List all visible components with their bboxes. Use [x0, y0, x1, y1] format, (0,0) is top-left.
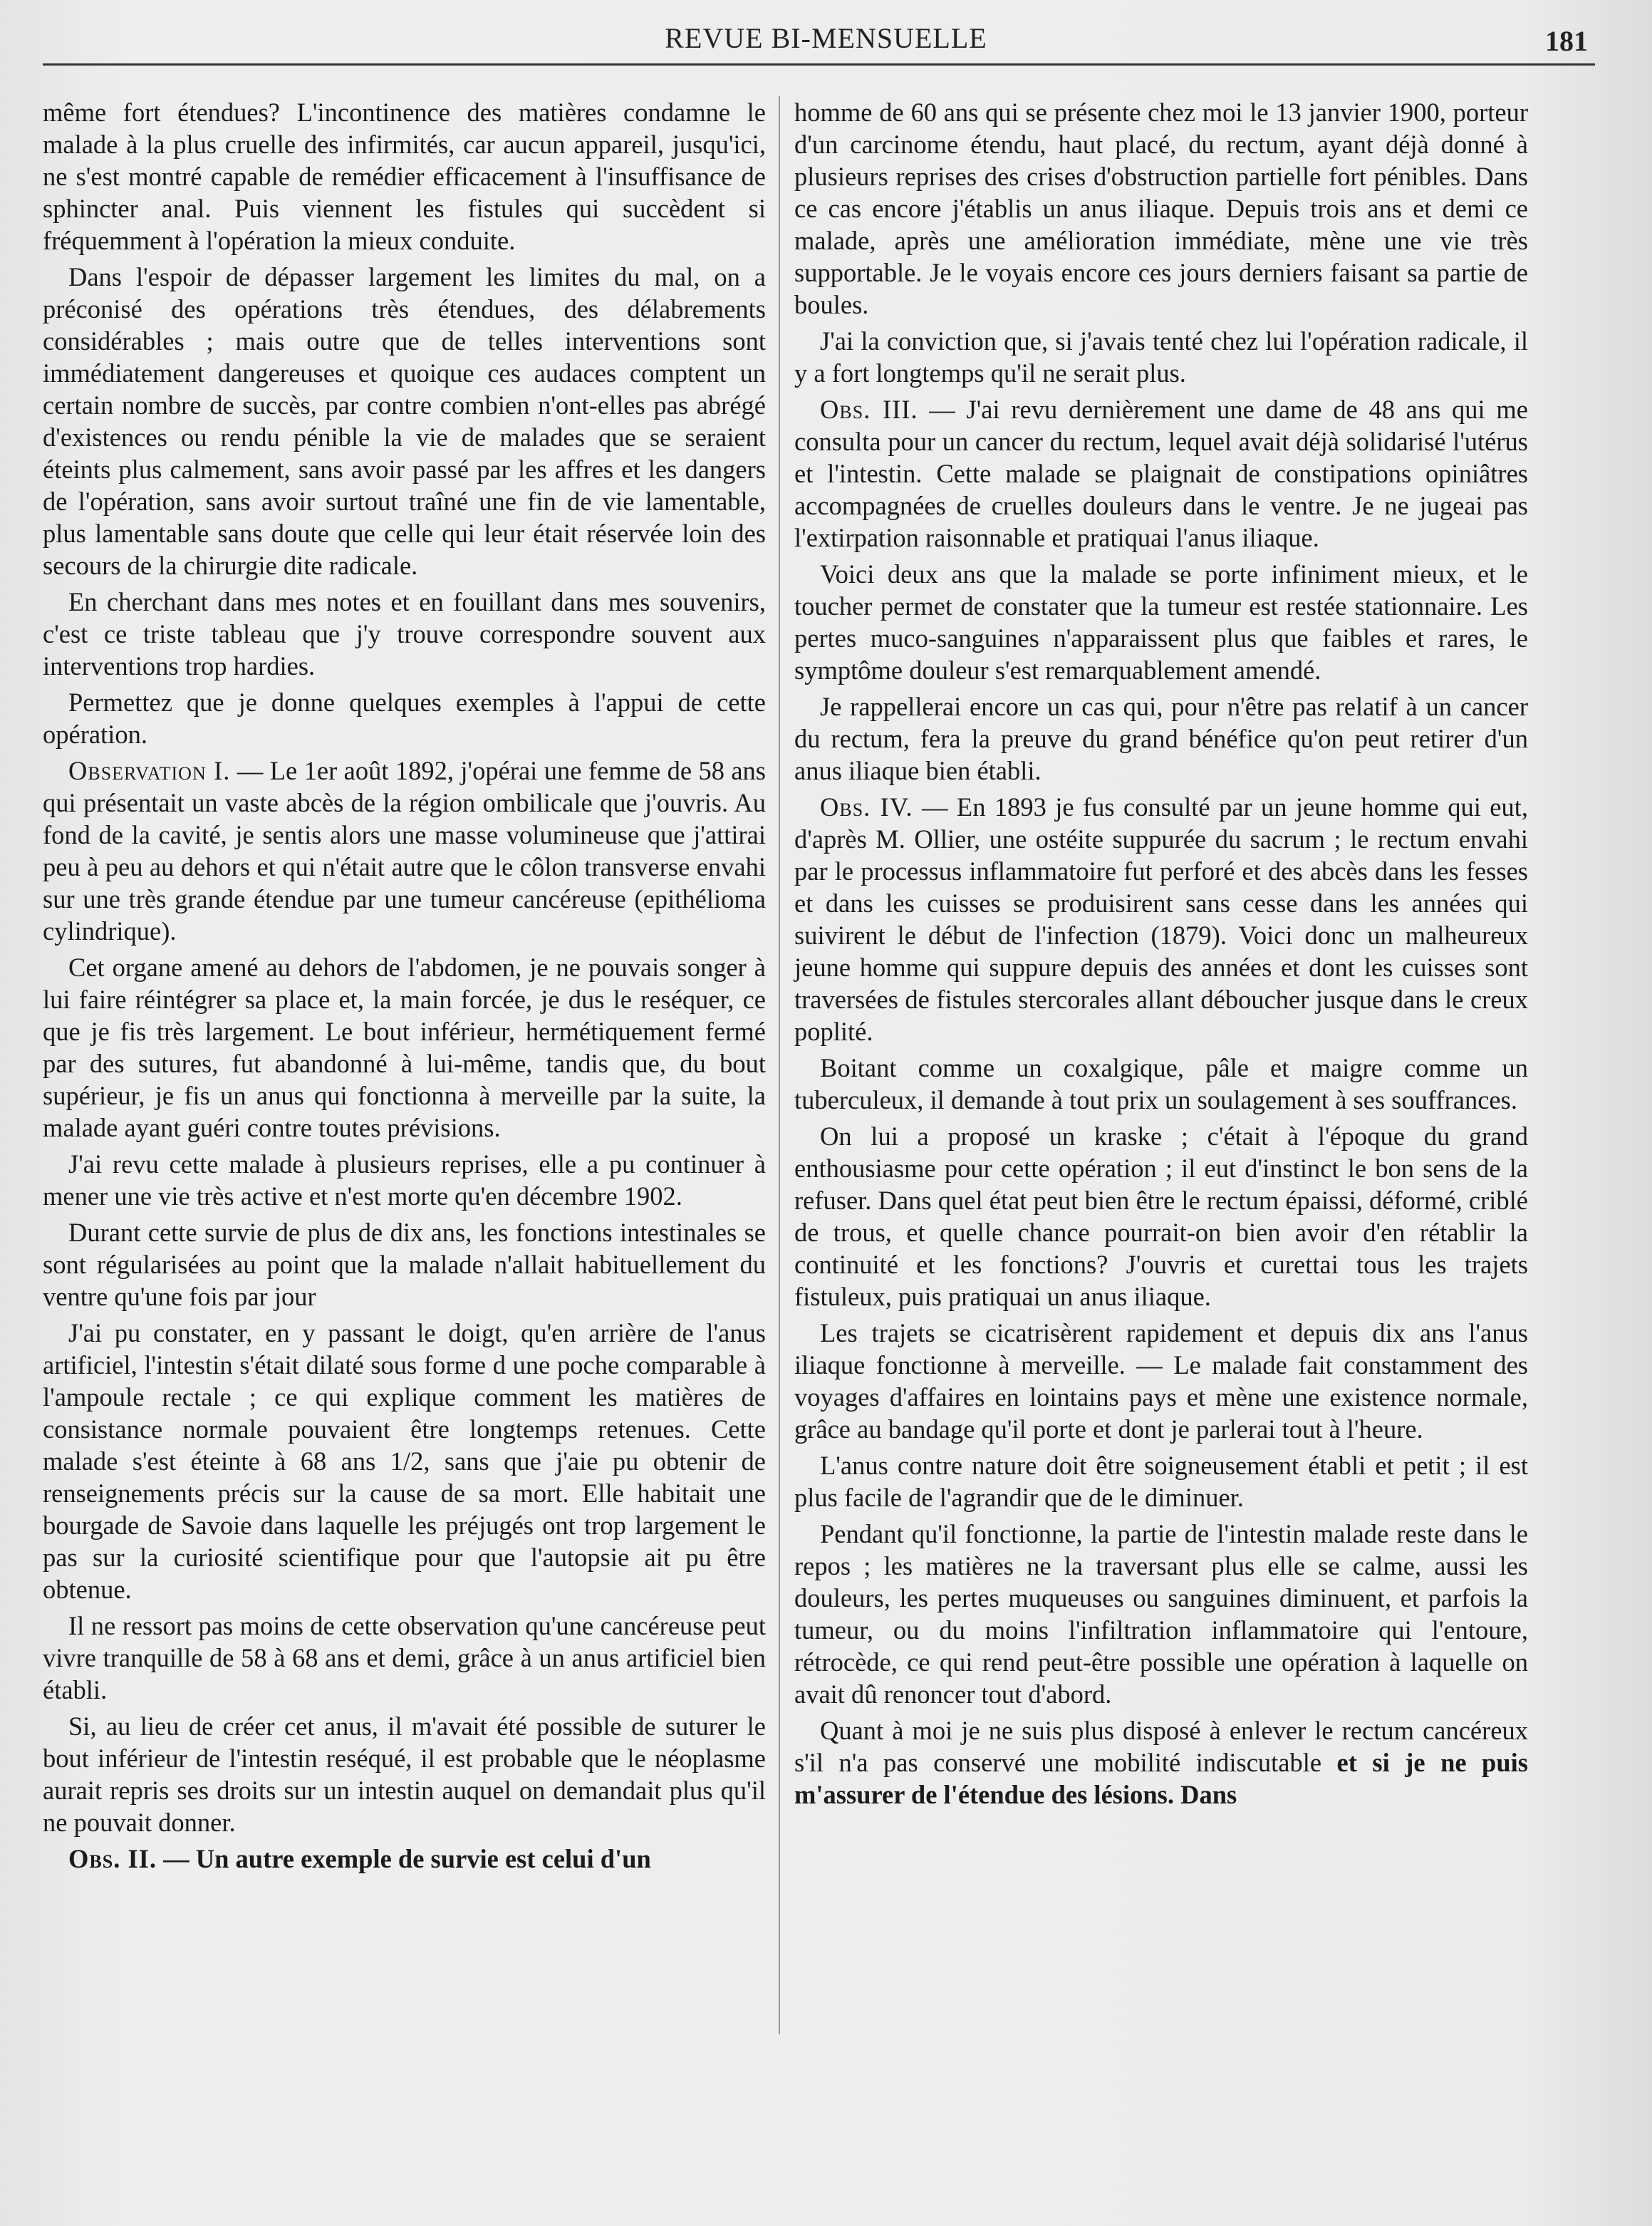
- paragraph-text: Quant à moi je ne suis plus disposé à enlever le rectum cancéreux s'il n'a pas conservé une mobilité indiscutable: [794, 1716, 1528, 1777]
- running-title: REVUE BI-MENSUELLE: [665, 22, 987, 54]
- paragraph-text: Permettez que je donne quelques exemples à l'appui de cette opération.: [43, 688, 766, 749]
- paragraph-text: — Un autre exemple de survie est celui d'un: [156, 1844, 651, 1873]
- paragraph-text: Voici deux ans que la malade se porte infiniment mieux, et le toucher permet de constater que la tumeur est restée stationnaire. Les pertes muco-sanguines n'apparaissent plus que faibles et rares, le symptôme douleur s'est remarquablement amendé.: [794, 559, 1528, 685]
- paragraph: [43, 951, 766, 1144]
- paragraph: [794, 1714, 1528, 1811]
- paragraph-text: — Le 1er août 1892, j'opérai une femme de 58 ans qui présentait un vaste abcès de la région ombilicale que j'ouvris. Au fond de la cavité, je sentis alors une masse volumineuse que j'attirai peu à peu au dehors et qui n'était autre que le côlon transverse envahi sur une très grande étendue par une tumeur cancéreuse (epithélioma cylindrique).: [43, 756, 766, 946]
- paragraph: [794, 1052, 1528, 1116]
- paragraph: [794, 393, 1528, 554]
- paragraph: [43, 1610, 766, 1706]
- paragraph: [43, 755, 766, 947]
- column-divider: [779, 96, 780, 2034]
- paragraph-text: Il ne ressort pas moins de cette observation qu'une cancéreuse peut vivre tranquille de 58 à 68 ans et demi, grâce à un anus artificiel bien établi.: [43, 1611, 766, 1704]
- paragraph-text: Boitant comme un coxalgique, pâle et maigre comme un tuberculeux, il demande à tout prix un soulagement à ses souffrances.: [794, 1053, 1528, 1114]
- paragraph: [794, 1518, 1528, 1710]
- observation-label: Obs. III.: [820, 395, 918, 424]
- paragraph: [794, 1449, 1528, 1513]
- paragraph-text: homme de 60 ans qui se présente chez moi le 13 janvier 1900, porteur d'un carcinome étendu, haut placé, du rectum, ayant déjà donné à plusieurs reprises des crises d'obstruction partielle fort pénibles. Dans ce cas encore j'établis un anus iliaque. Depuis trois ans et demi ce malade, après une amélioration immédiate, mène une vie très supportable. Je le voyais encore ces jours derniers faisant sa partie de boules.: [794, 98, 1528, 319]
- paragraph: [43, 1148, 766, 1212]
- paragraph-text: même fort étendues? L'incontinence des matières condamne le malade à la plus cruelle des infirmités, car aucun appareil, jusqu'ici, ne s'est montré capable de remédier efficacement à l'insuffisance de sphincter anal. Puis viennent les fistules qui succèdent si fréquemment à l'opération la mieux conduite.: [43, 98, 766, 255]
- paragraph-text: L'anus contre nature doit être soigneusement établi et petit ; il est plus facile de l'agrandir que de le diminuer.: [794, 1451, 1528, 1512]
- paragraph: [794, 96, 1528, 321]
- paragraph-text: J'ai revu cette malade à plusieurs reprises, elle a pu continuer à mener une vie très active et n'est morte qu'en décembre 1902.: [43, 1149, 766, 1211]
- paragraph: [794, 1317, 1528, 1445]
- page-number: 181: [1545, 25, 1588, 57]
- paragraph-text: Cet organe amené au dehors de l'abdomen, je ne pouvais songer à lui faire réintégrer sa place et, la main forcée, je dus le reséquer, ce que je fis très largement. Le bout inférieur, hermétiquement fermé par des sutures, fut abandonné à lui-même, tandis que, du bout supérieur, je fis un anus qui fonctionna à merveille par la suite, la malade ayant guéri contre toutes prévisions.: [43, 953, 766, 1142]
- paragraph: [794, 558, 1528, 686]
- paragraph: [43, 1317, 766, 1605]
- paragraph-text: Pendant qu'il fonctionne, la partie de l'intestin malade reste dans le repos ; les matières ne la traversant plus elle se calme, aussi les douleurs, les pertes muqueuses ou sanguines diminuent, et parfois la tumeur, ou du moins l'infiltration inflammatoire qui l'entoure, rétrocède, ce qui rend peut-être possible une opération à laquelle on avait dû renoncer tout d'abord.: [794, 1519, 1528, 1709]
- paragraph-text: En cherchant dans mes notes et en fouillant dans mes souvenirs, c'est ce triste tableau que j'y trouve correspondre souvent aux interventions trop hardies.: [43, 587, 766, 680]
- paragraph: [43, 686, 766, 750]
- paragraph: [794, 1120, 1528, 1313]
- observation-label: Obs. IV.: [820, 792, 913, 822]
- paragraph: [43, 1710, 766, 1838]
- paragraph-text: — J'ai revu dernièrement une dame de 48 ans qui me consulta pour un cancer du rectum, lequel avait déjà solidarisé l'utérus et l'intestin. Cette malade se plaignait de constipations opiniâtres accompagnées de cruelles douleurs dans le ventre. Je ne jugeai pas l'extirpation raisonnable et pratiquai l'anus iliaque.: [794, 395, 1528, 552]
- right-column: [794, 96, 1528, 1815]
- paragraph: [43, 261, 766, 581]
- paragraph-text: Je rappellerai encore un cas qui, pour n'être pas relatif à un cancer du rectum, fera la preuve du grand bénéfice qu'on peut retirer d'un anus iliaque bien établi.: [794, 692, 1528, 785]
- paragraph: [43, 96, 766, 257]
- paragraph-text-bold: et si je ne puis m'assurer de l'étendue des lésions. Dans: [794, 1748, 1528, 1809]
- paragraph: [43, 1843, 766, 1875]
- paragraph: [43, 586, 766, 682]
- paragraph: [794, 690, 1528, 787]
- paragraph: [794, 325, 1528, 389]
- paragraph-text: Dans l'espoir de dépasser largement les limites du mal, on a préconisé des opérations très étendues, des délabrements considérables ; mais outre que de telles interventions sont immédiatement dangereuses et quoique ces audaces comptent un certain nombre de succès, par contre combien n'ont-elles pas abrégé d'existences ou rendu pénible la vie de malades que se seraient éteints plus calmement, sans avoir passé par les affres et les dangers de l'opération, sans avoir surtout traîné une fin de vie lamentable, plus lamentable sans doute que celle qui leur était réservée loin des secours de la chirurgie dite radicale.: [43, 262, 766, 580]
- left-column: [43, 96, 766, 1879]
- paragraph-text: On lui a proposé un kraske ; c'était à l'époque du grand enthousiasme pour cette opération ; il eut d'instinct le bon sens de la refuser. Dans quel état peut bien être le rectum épaissi, déformé, criblé de trous, et quelle chance pourrait-on bien avoir d'en rétablir la continuité et les fonctions? J'ouvris et curettai tous les trajets fistuleux, puis pratiquai un anus iliaque.: [794, 1122, 1528, 1311]
- observation-label: Observation I.: [68, 756, 231, 785]
- paragraph-text: J'ai la conviction que, si j'avais tenté chez lui l'opération radicale, il y a fort longtemps qu'il ne serait plus.: [794, 326, 1528, 388]
- paragraph-text: Si, au lieu de créer cet anus, il m'avait été possible de suturer le bout inférieur de l'intestin reséqué, il est probable que le néoplasme aurait repris ses droits sur un intestin auquel on demandait plus qu'il ne pouvait donner.: [43, 1712, 766, 1837]
- paragraph: [794, 791, 1528, 1047]
- header-rule: [43, 63, 1595, 66]
- page-header: [43, 16, 1609, 66]
- paragraph: [43, 1216, 766, 1313]
- paragraph-text: Les trajets se cicatrisèrent rapidement et depuis dix ans l'anus iliaque fonctionne à merveille. — Le malade fait constamment des voyages d'affaires en lointains pays et mène une existence normale, grâce au bandage qu'il porte et dont je parlerai tout à l'heure.: [794, 1318, 1528, 1444]
- observation-label: Obs. II.: [68, 1844, 157, 1873]
- paragraph-text: — En 1893 je fus consulté par un jeune homme qui eut, d'après M. Ollier, une ostéite suppurée du sacrum ; le rectum envahi par le processus inflammatoire fut perforé et des abcès dans les fesses et dans les cuisses se produisirent sans cesse dans les années qui suivirent le début de l'infection (1879). Voici donc un malheureux jeune homme qui suppure depuis des années et dont les cuisses sont traversées de fistules stercorales allant déboucher jusque dans le creux poplité.: [794, 792, 1528, 1046]
- paragraph-text: Durant cette survie de plus de dix ans, les fonctions intestinales se sont régularisées au point que la malade n'allait habituellement du ventre qu'une fois par jour: [43, 1218, 766, 1311]
- paragraph-text: J'ai pu constater, en y passant le doigt, qu'en arrière de l'anus artificiel, l'intestin s'était dilaté sous forme d une poche comparable à l'ampoule rectale ; ce qui explique comment les matières de consistance normale pouvaient être longtemps retenues. Cette malade s'est éteinte à 68 ans 1/2, sans que j'aie pu obtenir de renseignements précis sur la cause de sa mort. Elle habitait une bourgade de Savoie dans laquelle les préjugés ont trop largement le pas sur la curiosité scientifique pour que l'autopsie ait pu être obtenue.: [43, 1318, 766, 1604]
